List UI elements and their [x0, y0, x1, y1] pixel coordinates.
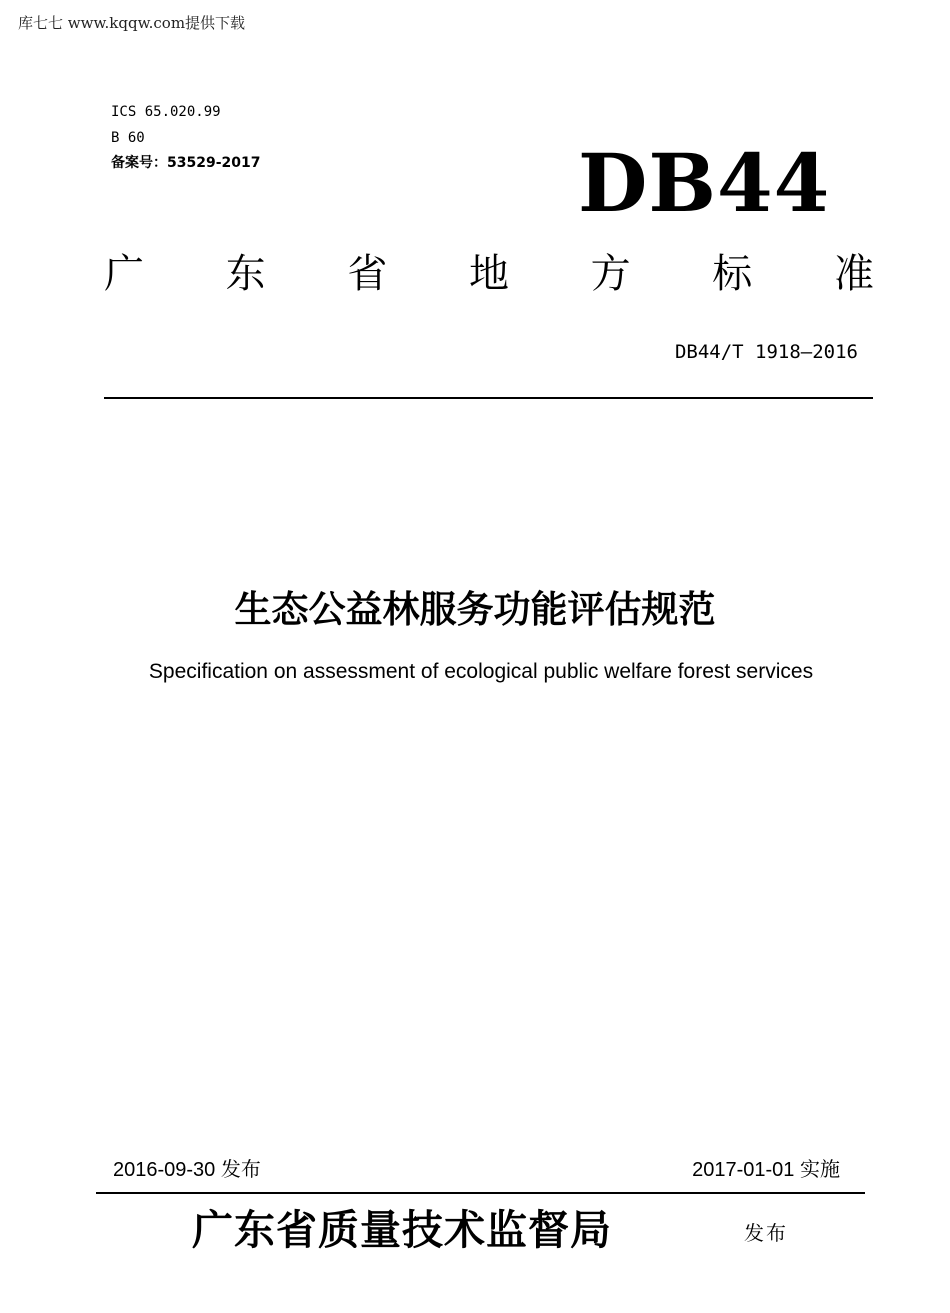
issuing-authority-suffix: 发布	[744, 1221, 788, 1245]
ics-code: ICS 65.020.99	[111, 104, 221, 120]
category-char: 标	[712, 251, 753, 297]
standard-logo: DB44	[578, 136, 831, 230]
record-number: 备案号：53529-2017	[111, 155, 261, 171]
effective-date: 2017-01-01 实施	[692, 1159, 840, 1181]
category-char: 准	[833, 251, 874, 297]
watermark-text: 库七七 www.kqqw.com提供下载	[18, 14, 246, 32]
category-char: 省	[347, 251, 388, 297]
category-char: 地	[468, 251, 509, 297]
category-char: 方	[590, 251, 631, 297]
top-divider	[104, 397, 873, 399]
standard-number: DB44/T 1918—2016	[674, 341, 858, 363]
category-char: 广	[104, 251, 144, 297]
ccs-code: B 60	[111, 130, 145, 146]
issuing-authority: 广东省质量技术监督局	[192, 1206, 612, 1254]
bottom-divider	[96, 1192, 865, 1194]
standard-category-title	[104, 246, 874, 302]
document-title-chinese: 生态公益林服务功能评估规范	[234, 588, 716, 631]
issue-date: 2016-09-30 发布	[113, 1159, 261, 1181]
category-char: 东	[225, 251, 266, 297]
document-title-english: Specification on assessment of ecological public welfare forest services	[148, 660, 814, 683]
